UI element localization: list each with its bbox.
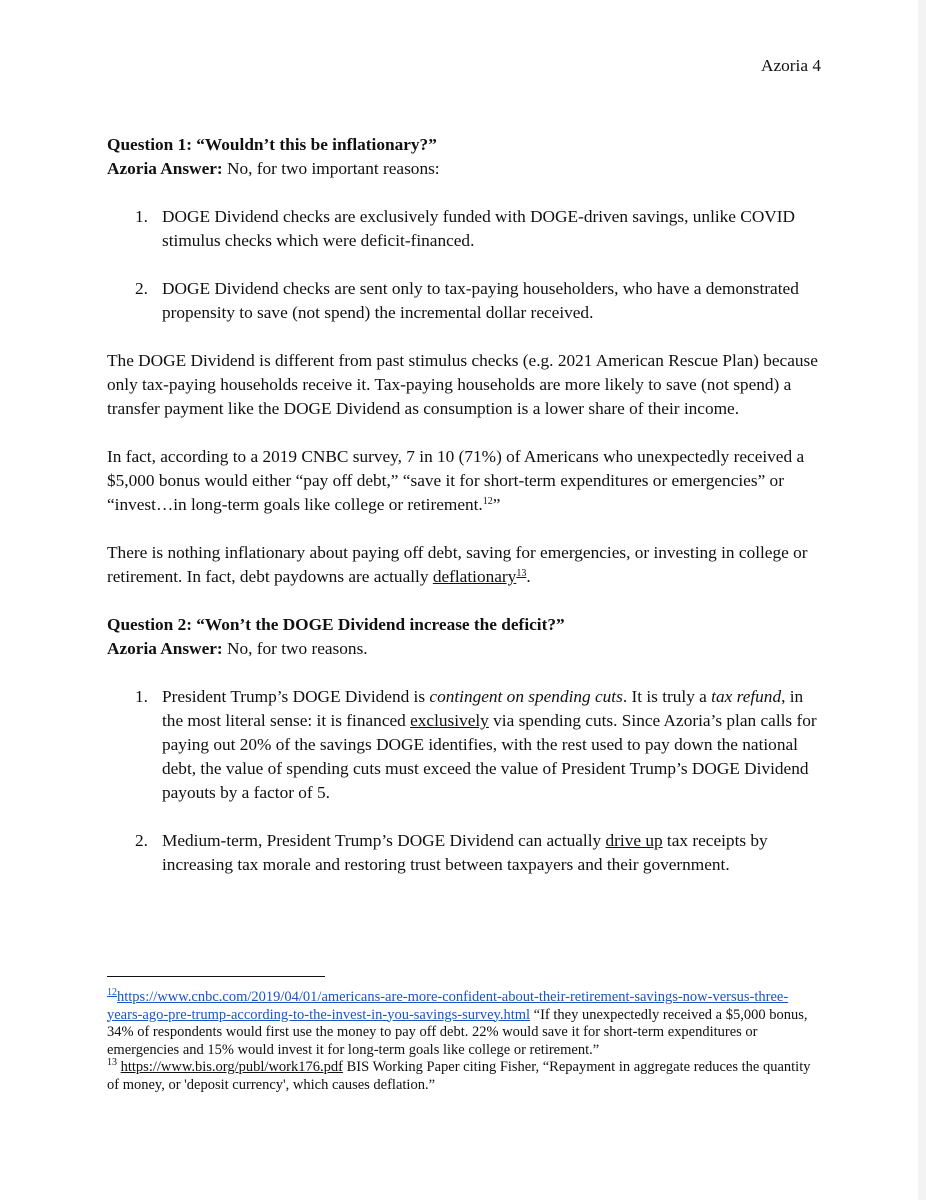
footnote-12-link[interactable]: https://www.cnbc.com/2019/04/01/americans-are-more-confident-about-their-retirement-savings-now-versus-three-years-ago-pre-trump-according-to-the-invest-in-you-savings-survey.html	[107, 989, 789, 1023]
question-1-reasons-list	[107, 205, 819, 325]
question-2-reasons-list	[107, 685, 819, 877]
footnote-13-link[interactable]: https://www.bis.org/publ/work176.pdf	[120, 1059, 343, 1075]
paragraph-stimulus-comparison: The DOGE Dividend is different from past stimulus checks (e.g. 2021 American Rescue Plan) because only tax-paying households receive it. Tax-paying households are more likely to save (not spend) a transfer payment like the DOGE Dividend as consumption is a lower share of their income.	[107, 351, 818, 418]
page-header: Azoria 4	[761, 56, 821, 75]
page-edge-shadow	[918, 0, 926, 1200]
list-item-text: DOGE Dividend checks are exclusively funded with DOGE-driven savings, unlike COVID stimulus checks which were deficit-financed.	[162, 207, 796, 250]
footnote-13: $^{13}$ https://www.bis.org/publ/work176.pdf BIS Working Paper citing Fisher, “Repayment in aggregate reduces the quantity of money, or 'deposit currency', which causes deflation.”	[107, 1057, 811, 1093]
list-item	[107, 685, 819, 805]
list-number: 2.	[135, 279, 148, 298]
list-number: 1.	[135, 207, 148, 226]
list-item-text: President Trump’s DOGE Dividend is contingent on spending cuts. It is truly a tax refund, in the most literal sense: it is financed exclusively via spending cuts. Since Azoria’s plan calls for paying out 20% of the savings DOGE identifies, with the rest used to pay down the national debt, the value of spending cuts must exceed the value of President Trump’s DOGE Dividend payouts by a factor of 5.	[162, 687, 817, 802]
list-item	[107, 829, 819, 877]
question-2-answer: Azoria Answer: No, for two reasons.	[107, 639, 368, 658]
footnote-12-marker: 12	[107, 987, 117, 998]
footnotes	[107, 989, 819, 1094]
footnote-ref-12[interactable]: 12	[482, 496, 493, 507]
list-item	[107, 205, 819, 253]
question-1-heading: Question 1: “Wouldn’t this be inflationary?”	[107, 135, 437, 154]
footnote-13-marker: 13	[107, 1057, 117, 1068]
list-item-text: DOGE Dividend checks are sent only to tax-paying householders, who have a demonstrated propensity to save (not spend) the incremental dollar received.	[162, 279, 799, 322]
list-number: 2.	[135, 831, 148, 850]
footnote-ref-13[interactable]: 13	[516, 568, 527, 579]
paragraph-deflationary: There is nothing inflationary about paying off debt, saving for emergencies, or investing in college or retirement. In fact, debt paydowns are actually deflationary$^{13}$.	[107, 543, 808, 586]
question-1-answer: Azoria Answer: No, for two important reasons:	[107, 159, 440, 178]
list-item-text: Medium-term, President Trump’s DOGE Dividend can actually drive up tax receipts by increasing tax morale and restoring trust between taxpayers and their government.	[162, 831, 768, 874]
deflationary-link[interactable]: deflationary	[432, 567, 517, 586]
footnote-separator	[107, 976, 325, 977]
paragraph-cnbc-survey: In fact, according to a 2019 CNBC survey, 7 in 10 (71%) of Americans who unexpectedly received a $5,000 bonus would either “pay off debt,” “save it for short-term expenditures or emergencies” or “invest…in long-term goals like college or retirement.$^{12}$”	[107, 447, 805, 514]
footnote-12: $^{12}$https://www.cnbc.com/2019/04/01/americans-are-more-confident-about-their-retirement-savings-now-versus-three-years-ago-pre-trump-according-to-the-invest-in-you-savings-survey.html “If they unexpectedly received a $5,000 bonus, 34% of respondents would first use the money to pay off debt. 22% would save it for short-term expenditures or emergencies and 15% would invest it for long-term goals like college or retirement.”	[107, 987, 808, 1058]
list-item	[107, 277, 819, 325]
list-number: 1.	[135, 687, 148, 706]
question-2-heading: Question 2: “Won’t the DOGE Dividend increase the deficit?”	[107, 615, 565, 634]
document-body	[107, 133, 819, 877]
